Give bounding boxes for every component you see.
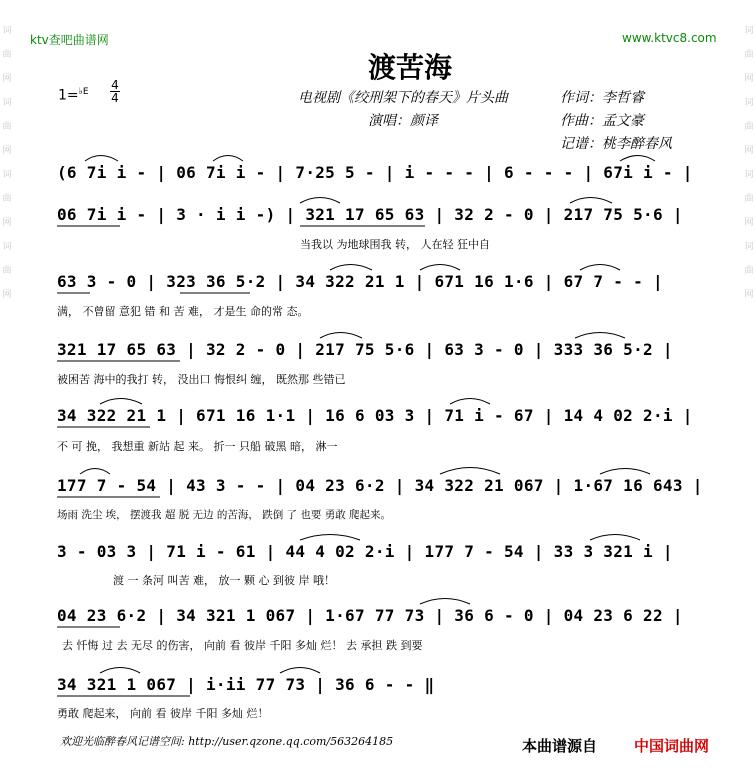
slur-arc [440,468,500,475]
composer: 作曲：孟文豪 [560,113,644,129]
lyricist: 作词：李哲睿 [560,90,644,106]
slur-arc [580,265,620,271]
transcriber: 记谱：桃李醉春风 [560,136,672,152]
score-line-5-lyrics: 不 可 挽， 我想重 新站 起 来。 折一 只船 破黑 暗， 淋一 [57,440,338,453]
slur-arc [420,599,470,605]
slur-arc [280,668,320,674]
slur-arc [420,265,460,271]
score-line-4-lyrics: 被困苦 海中的我打 转， 没出口 悔恨纠 缠， 既然那 些错已 [57,373,346,386]
score-line-6-lyrics: 场雨 洗尘 埃， 摆渡我 超 脱 无边 的苦海， 跌倒 了 也要 勇敢 爬起来。 [57,509,392,521]
slur-arc [570,198,612,204]
slur-arc [300,535,360,541]
slur-arc [213,156,243,162]
score-line-9-notes: 34 321 1 067 | i·ii 77 73 | 36 6 - - ‖ [57,675,435,694]
time-signature: 4 4 [111,78,119,105]
slur-arc [620,156,655,162]
site-link-right[interactable]: www.ktvc8.com [622,31,717,45]
singer: 演唱：颜译 [368,113,438,129]
slur-arc [600,469,650,475]
slur-arc [80,469,110,475]
key-flat: ♭E [78,87,89,97]
footer-source-label: 本曲谱源自 [522,737,598,755]
slur-arc [300,198,340,204]
site-link-left[interactable]: ktv查吧曲谱网 [30,33,109,47]
left-watermark-column: 词 曲 网 词 曲 网 词 曲 网 词 曲 网 [2,26,12,300]
score-line-5-notes: 34 322 21 1 | 671 16 1·1 | 16 6 03 3 | 71 i - 67 | 14 4 02 2·i | [57,406,693,425]
score-line-3-lyrics: 满， 不曾留 意犯 错 和 苦 难， 才是生 命的常 态。 [57,305,309,318]
score-line-7-lyrics: 渡 一 条河 叫苦 难， 放一 颗 心 到彼 岸 哦！ [113,574,335,587]
slur-arc [590,535,640,541]
slur-arc [100,399,142,405]
score-line-9-lyrics: 勇敢 爬起来， 向前 看 彼岸 千阳 多灿 烂！ [57,707,269,720]
score-line-2-notes: 06 7i i - | 3 · i i -) | 321 17 65 63 | 32 2 - 0 | 217 75 5·6 | [57,205,683,224]
score-line-3-notes: 63 3 - 0 | 323 36 5·2 | 34 322 21 1 | 671 16 1·6 | 67 7 - - | [57,272,663,291]
song-title: 渡苦海 [368,51,453,84]
score-line-7-notes: 3 - 03 3 | 71 i - 61 | 44 4 02 2·i | 177 7 - 54 | 33 3 321 i | [57,542,673,561]
right-watermark-column: 词 曲 网 词 曲 网 词 曲 网 词 曲 网 [744,26,754,300]
slur-arc [100,668,140,674]
slur-arc [85,156,118,162]
score-line-1-notes: (6 7i i - | 06 7i i - | 7·25 5 - | i - - - | 6 - - - | 67i i - | [57,163,693,182]
score-line-4-notes: 321 17 65 63 | 32 2 - 0 | 217 75 5·6 | 63 3 - 0 | 333 36 5·2 | [57,340,673,359]
key-signature: 1=$^{♭E}$ [58,87,89,104]
score-line-2-lyrics: 当我以 为地球围我 转， 人在轻 狂中自 [300,238,490,251]
footer-visit-text: 欢迎光临醉春风记谱空间: http://user.qzone.qq.com/563264185 [60,735,394,748]
footer-site-name[interactable]: 中国词曲网 [634,737,710,755]
slur-arc [450,399,490,405]
slur-arc [320,333,362,339]
slur-arc [575,333,625,339]
score-line-8-lyrics: 去 忏悔 过 去 无尽 的伤害， 向前 看 彼岸 千阳 多灿 烂！ 去 承担 跌 到要 [62,639,423,652]
song-source: 电视剧《绞刑架下的春天》片头曲 [298,90,508,106]
score-line-8-notes: 04 23 6·2 | 34 321 1 067 | 1·67 77 73 | 36 6 - 0 | 04 23 6 22 | [57,606,683,625]
score-line-6-notes: 177 7 - 54 | 43 3 - - | 04 23 6·2 | 34 322 21 067 | 1·67 16 643 | [57,476,703,495]
slur-arc [330,265,372,271]
